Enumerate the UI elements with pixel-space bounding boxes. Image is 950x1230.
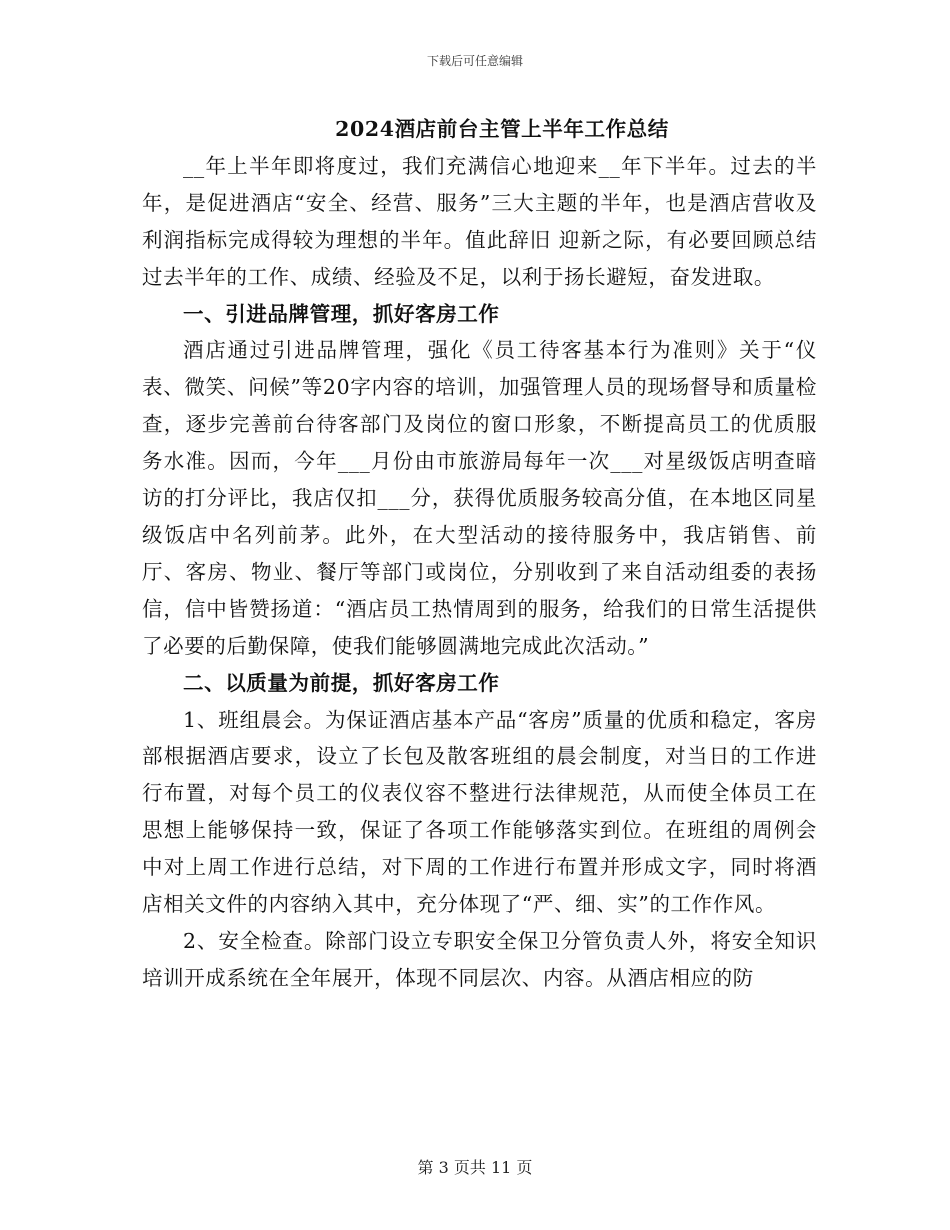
section-2-item-1-paragraph: 1、班组晨会。为保证酒店基本产品“客房”质量的优质和稳定，客房部根据酒店要求，设立了长包及散客班组的晨会制度，对当日的工作进行布置，对每个员工的仪表仪容不整进行法律规范，从而使全体员工在思想上能够保持一致，保证了各项工作能够落实到位。在班组的周例会中对上周工作进行总结，对下周的工作进行布置并形成文字，同时将酒店相关文件的内容纳入其中，充分体现了“严、细、实”的工作作风。: [142, 707, 817, 917]
intro-paragraph: __年上半年即将度过，我们充满信心地迎来__年下半年。过去的半年，是促进酒店“安全、经营、服务”三大主题的半年，也是酒店营收及利润指标完成得较为理想的半年。值此辞旧 迎新之际，有必要回顾总结过去半年的工作、成绩、经验及不足，以利于扬长避短，奋发进取。: [142, 153, 817, 289]
section-1-heading: 一、引进品牌管理，抓好客房工作: [183, 301, 500, 326]
page-number: 第 3 页共 11 页: [417, 1158, 533, 1177]
section-1-paragraph: 酒店通过引进品牌管理，强化《员工待客基本行为准则》关于“仪表、微笑、问候”等20字内容的培训，加强管理人员的现场督导和质量检查，逐步完善前台待客部门及岗位的窗口形象，不断提高员工的优质服务水准。因而，今年___月份由市旅游局每年一次___对星级饭店明查暗访的打分评比，我店仅扣___分，获得优质服务较高分值，在本地区同星级饭店中名列前茅。此外，在大型活动的接待服务中，我店销售、前厅、客房、物业、餐厅等部门或岗位，分别收到了来自活动组委的表扬信，信中皆赞扬道：“酒店员工热情周到的服务，给我们的日常生活提供了必要的后勤保障，使我们能够圆满地完成此次活动。”: [142, 338, 817, 658]
page-header: 下载后可任意编辑: [426, 54, 523, 68]
section-2-item-2-paragraph: 2、安全检查。除部门设立专职安全保卫分管负责人外，将安全知识培训开成系统在全年展开，体现不同层次、内容。从酒店相应的防: [142, 928, 817, 990]
document-body: [142, 111, 817, 997]
section-2-heading: 二、以质量为前提，抓好客房工作: [183, 670, 500, 695]
document-title: 2024酒店前台主管上半年工作总结: [335, 117, 669, 141]
